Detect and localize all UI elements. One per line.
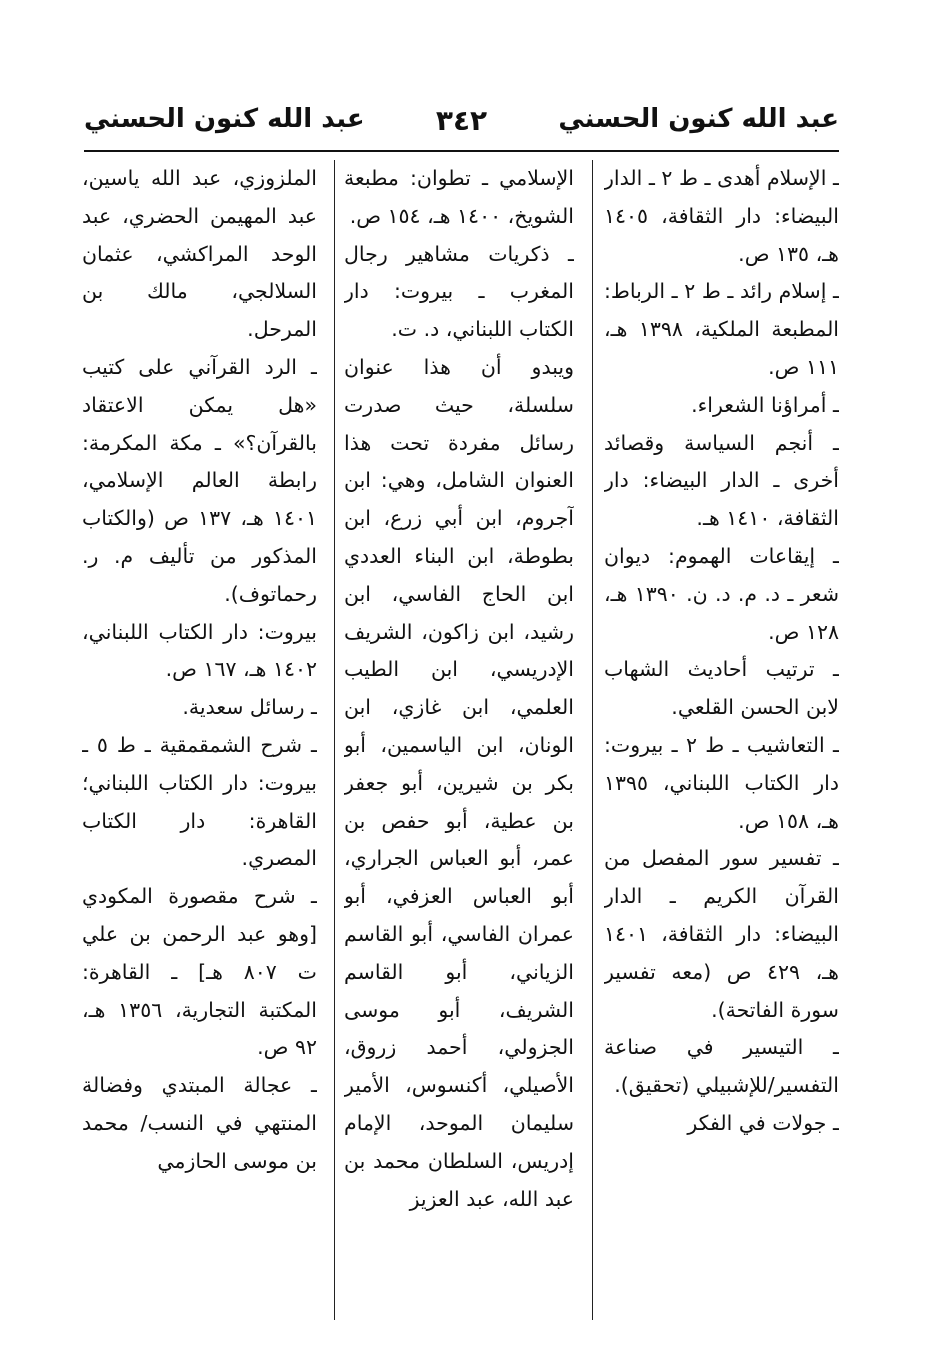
entry: ـ الرد القرآني على كتيب «هل يمكن الاعتقاد بالقرآن؟» ـ مكة المكرمة: رابطة العالم الإسلامي، ١٤٠١ هـ، ١٣٧ ص (والكتاب المذكور من تأليف م. ر. رحماتوف). <box>82 354 317 606</box>
header-author-left: عبد الله كنون الحسني <box>84 104 365 134</box>
entry: ـ رسائل سعدية. <box>182 695 317 720</box>
entry: ـ عجالة المبتدي وفضالة المنتهي في النسب/ محمد بن موسى الحازمي <box>82 1073 317 1173</box>
entry: الإسلامي ـ تطوان: مطبعة الشويخ، ١٤٠٠ هـ، ١٥٤ ص. <box>344 166 574 228</box>
entry: الملزوزي، عبد الله ياسين، عبد المهيمن الحضري، عبد الوحد المراكشي، عثمان السلالجي، مالك بن المرحل. <box>82 166 317 342</box>
entry: ـ التيسير في صناعة التفسير/للإشبيلي (تحقيق). <box>604 1035 839 1098</box>
entry: ـ تفسير سور المفصل من القرآن الكريم ـ الدار البيضاء: دار الثقافة، ١٤٠١ هـ، ٤٢٩ ص (معه تفسير سورة الفاتحة). <box>604 846 839 1022</box>
column-left <box>82 160 317 1320</box>
entry: ـ أنجم السياسة وقصائد أخرى ـ الدار البيضاء: دار الثقافة، ١٤١٠ هـ. <box>604 430 839 531</box>
page-number: ٣٤٢ <box>435 104 488 137</box>
entry: ـ الإسلام أهدى ـ ط ٢ ـ الدار البيضاء: دار الثقافة، ١٤٠٥ هـ، ١٣٥ ص. <box>604 166 839 266</box>
entry: بيروت: دار الكتاب اللبناني، ١٤٠٢ هـ، ١٦٧ ص. <box>82 619 317 682</box>
header-rule <box>84 150 839 152</box>
entry: ـ جولات في الفكر <box>687 1110 839 1135</box>
entry: ـ إيقاعات الهموم: ديوان شعر ـ د. م. د. ن. ١٣٩٠ هـ، ١٢٨ ص. <box>604 543 839 644</box>
entry: ويبدو أن هذا عنوان سلسلة، حيث صدرت رسائل مفردة تحت هذا العنوان الشامل، وهي: ابن آجروم، ابن أبي زرع، ابن بطوطة، ابن البناء العددي ابن الحاج الفاسي، ابن رشيد، ابن زاكون، الشريف الإدريسي، ابن الطيب العلمي، ابن غازي، ابن الونان، ابن الياسمين، أبو بكر بن شيرين، أبو جعفر بن عطية، أبو حفص بن عمر، أبو العباس الجراري، أبو العباس العزفي، أبو عمران الفاسي، أبو القاسم الزياني، أبو القاسم الشريف، أبو موسى الجزولي، أحمد زروق، الأصيلي، أكنسوس، الأمير سليمان الموحد، الإمام إدريس، السلطان محمد بن عبد الله، عبد العزيز <box>344 354 574 1211</box>
entry: ـ إسلام رائد ـ ط ٢ ـ الرباط: المطبعة الملكية، ١٣٩٨ هـ، ١١١ ص. <box>604 279 839 379</box>
column-middle <box>344 160 574 1320</box>
column-divider <box>592 160 593 1320</box>
entry: ـ ذكريات مشاهير رجال المغرب ـ بيروت: دار الكتاب اللبناني، د. ت. <box>344 241 574 342</box>
header-author-right: عبد الله كنون الحسني <box>558 104 839 134</box>
entry: ـ أمراؤنا الشعراء. <box>691 392 839 417</box>
running-header <box>84 100 839 148</box>
entry: ـ شرح مقصورة المكودي [وهو عبد الرحمن بن علي ت ٨٠٧ هـ] ـ القاهرة: المكتبة التجارية، ١٣٥٦ هـ، ٩٢ ص. <box>82 884 317 1060</box>
entry: ـ ترتيب أحاديث الشهاب لابن الحسن القلعي. <box>604 657 839 720</box>
column-divider <box>334 160 335 1320</box>
entry: ـ التعاشيب ـ ط ٢ ـ بيروت: دار الكتاب اللبناني، ١٣٩٥ هـ، ١٥٨ ص. <box>604 732 839 833</box>
column-right <box>604 160 839 1320</box>
entry: ـ شرح الشمقمقية ـ ط ٥ ـ بيروت: دار الكتاب اللبناني؛ القاهرة: دار الكتاب المصري. <box>82 732 317 871</box>
